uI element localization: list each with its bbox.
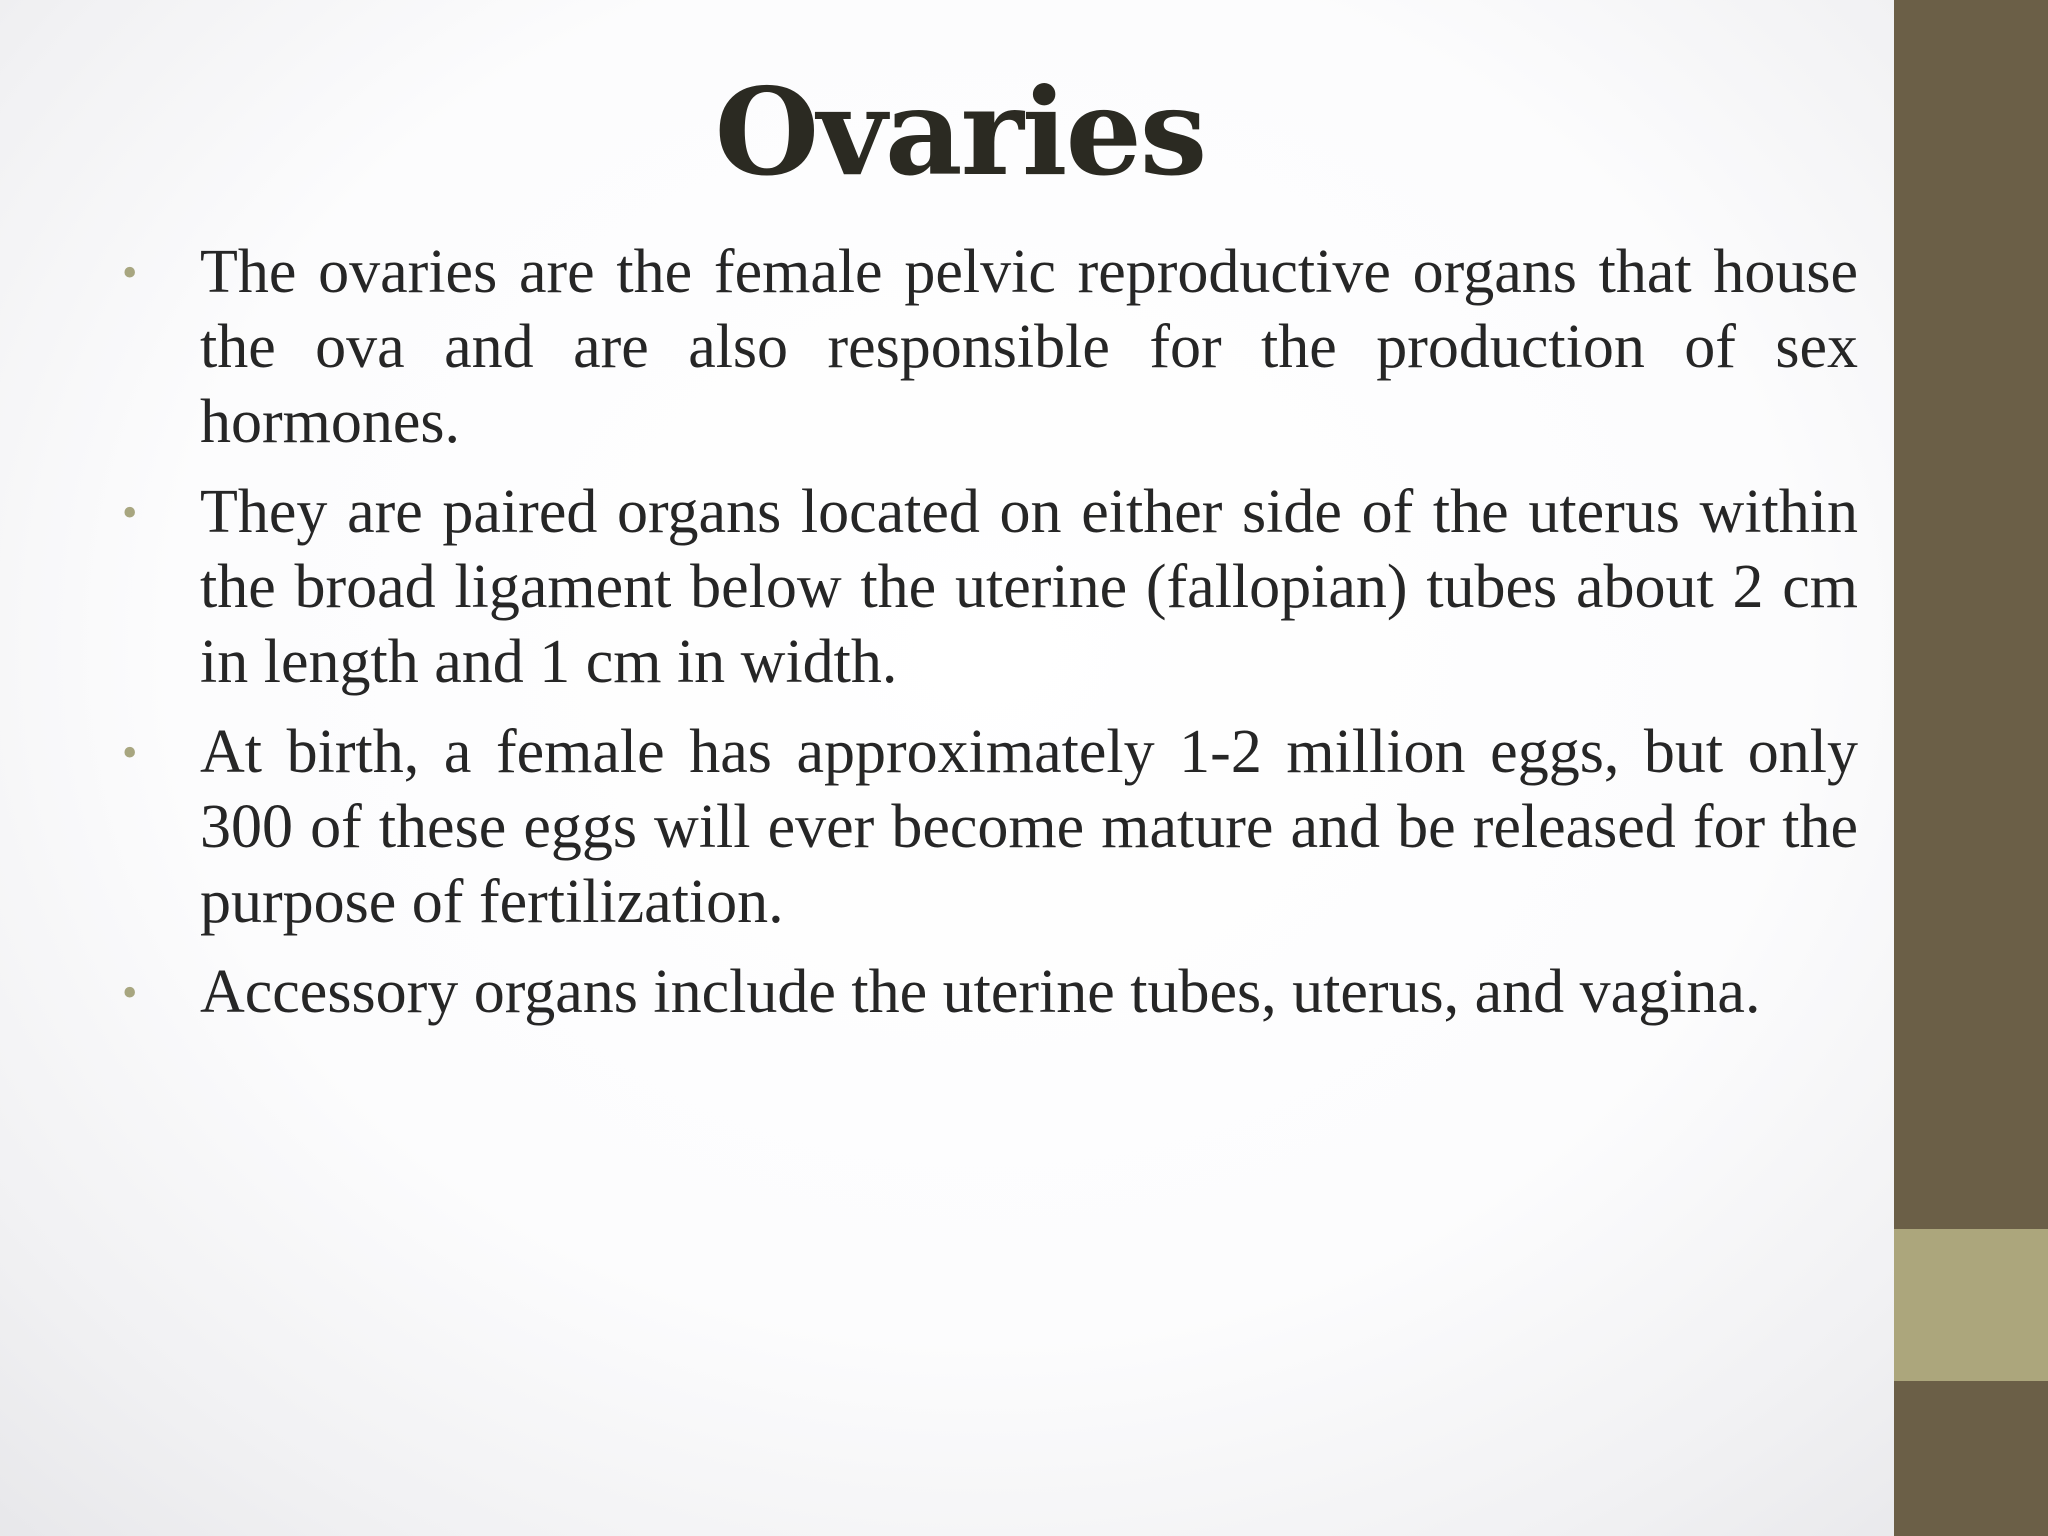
decorative-sidebar-accent	[1894, 1229, 2048, 1381]
slide-title: Ovaries	[714, 62, 1206, 203]
decorative-sidebar	[1894, 0, 2048, 1536]
bullet-item	[122, 235, 1858, 460]
bullet-icon: •	[122, 488, 138, 537]
bullet-icon: •	[122, 728, 138, 777]
bullet-icon: •	[122, 248, 138, 297]
bullet-text: At birth, a female has approximately 1-2 million eggs, but only 300 of these eggs will ever become mature and be released for the purpose of fertilization.	[200, 718, 1858, 936]
bullet-item	[122, 715, 1858, 940]
bullet-item	[122, 475, 1858, 700]
bullet-text: They are paired organs located on either side of the uterus within the broad ligament below the uterine (fallopian) tubes about 2 cm in length and 1 cm in width.	[200, 478, 1858, 696]
bullet-list	[122, 235, 1858, 1045]
bullet-item	[122, 955, 1858, 1030]
bullet-text: Accessory organs include the uterine tubes, uterus, and vagina.	[200, 958, 1761, 1026]
bullet-icon: •	[122, 968, 138, 1017]
bullet-text: The ovaries are the female pelvic reproductive organs that house the ova and are also responsible for the production of sex hormones.	[200, 238, 1858, 456]
